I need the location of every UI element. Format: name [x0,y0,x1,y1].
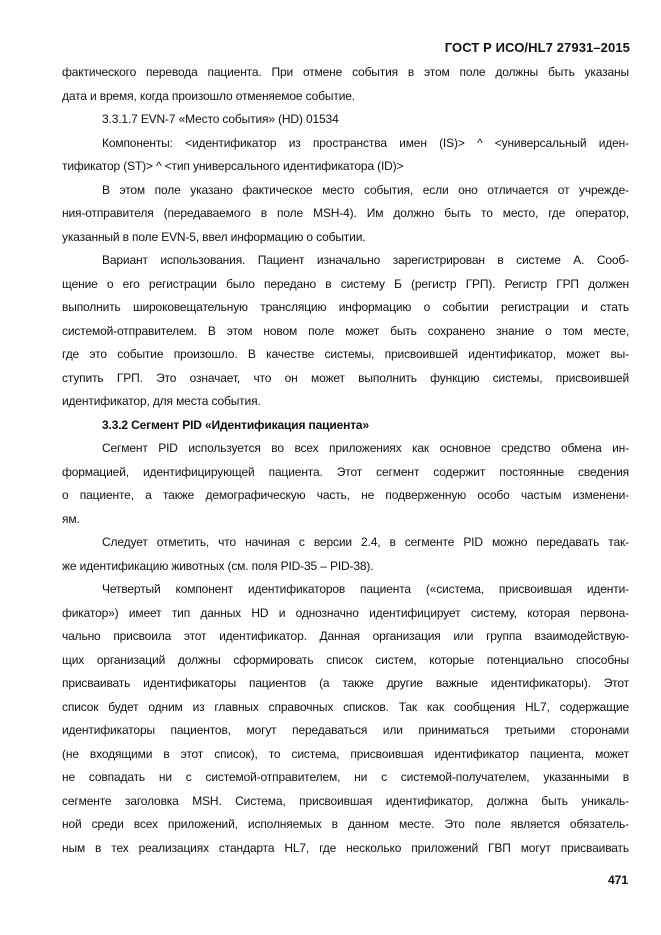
text-line: Четвертый компонент идентификаторов пациента («система, присвоившая иденти- [102,582,629,596]
text-line: о пациенте, а также демографическую часть, не подверженную особо частым изменени- [62,488,629,502]
text-line: системой-отправителем. В этом новом поле может быть сохранено знание о том месте, [62,323,629,338]
text-line: дата и время, когда произошло отменяемое событие. [62,88,355,103]
text-line: указанный в поле EVN-5, ввел информацию о событии. [62,229,366,244]
text-line: сегменте заголовка MSH. Система, присвоившая идентификатор, должна быть уникаль- [62,793,629,808]
text-line: тификатор (ST)> ^ <тип универсального идентификатора (ID)> [62,159,404,173]
text-line: не совпадать ни с системой-отправителем, ни с системой-получателем, указанными в [62,770,629,784]
text-line: ступить ГРП. Это означает, что он может выполнить функцию системы, присвоившей [62,370,629,385]
text-line: ния-отправителя (передаваемого в поле MSH-4). Им должно быть то место, где оператор, [62,206,629,220]
text-line: идентификатор, для места события. [62,394,261,408]
text-line: присваивать идентификаторы пациентов (а также другие важные идентификаторы). Этот [62,676,629,690]
text-line: щение о его регистрации было передано в систему Б (регистр ГРП). Регистр ГРП должен [62,276,629,291]
text-line: фикатор») имеет тип данных HD и однозначно идентифицирует систему, которая первона- [62,605,629,620]
text-line: Сегмент PID используется во всех приложениях как основное средство обмена ин- [102,441,629,455]
text-line: ям. [62,511,80,526]
text-line: фактического перевода пациента. При отмене события в этом поле должны быть указаны [62,65,629,79]
text-line: В этом поле указано фактическое место события, если оно отличается от учрежде- [102,182,629,197]
text-line: где это событие произошло. В качестве системы, присвоившей идентификатор, может вы- [62,347,629,361]
text-line: ным в тех реализациях стандарта HL7, где несколько приложений ГВП могут присваивать [62,840,629,855]
text-line: выполнить широковещательную трансляцию информацию о событии регистрации и стать [62,300,629,314]
text-line: идентификаторы пациентов, могут передаваться или приниматься третьими сторонами [62,723,629,737]
text-line: ной среди всех приложений, исполняемых в данном месте. Это поле является обязатель- [62,817,629,831]
body-text [62,61,629,860]
text-line: Вариант использования. Пациент изначально зарегистрирован в системе А. Сооб- [102,253,629,267]
text-line: (не входящими в этот список), то система, присвоившая идентификатор пациента, может [62,746,629,761]
text-line: щих организаций должны сформировать список систем, которые потенциально способны [62,652,629,667]
standard-header: ГОСТ Р ИСО/HL7 27931–2015 [444,40,630,55]
text-line: Компоненты: <идентификатор из пространства имен (IS)> ^ <универсальный иден- [102,135,629,150]
text-line: же идентификацию животных (см. поля PID-35 – PID-38). [62,558,374,573]
text-line: Следует отметить, что начиная с версии 2.4, в сегменте PID можно передавать так- [102,535,629,549]
section-heading: 3.3.2 Сегмент PID «Идентификация пациента» [102,417,369,432]
text-line: список будет одним из главных справочных списков. Так как сообщения HL7, содержащие [62,699,629,714]
page-number: 471 [607,873,628,887]
subsection-title: 3.3.1.7 EVN-7 «Место события» (HD) 01534 [102,112,339,126]
text-line: чально присвоила этот идентификатор. Данная организация или группа взаимодействую- [62,629,629,643]
text-line: формацией, идентифицирующей пациента. Этот сегмент содержит постоянные сведения [62,464,629,479]
